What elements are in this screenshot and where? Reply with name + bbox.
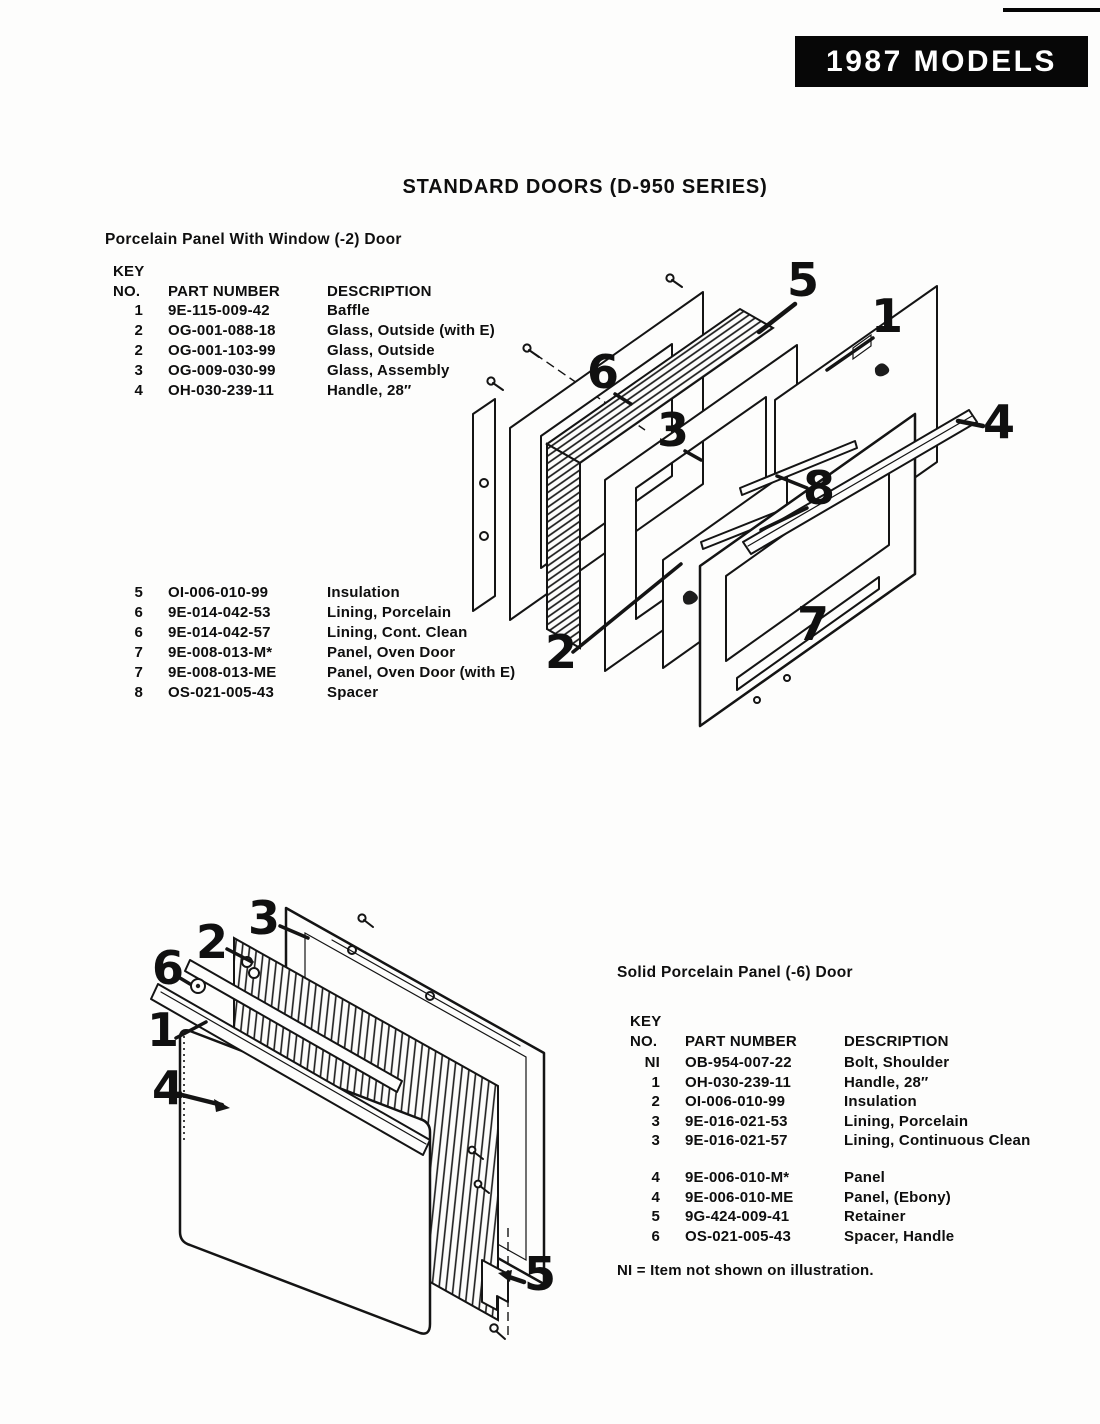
table-row [622, 1168, 954, 1188]
window-door-exploded-diagram [455, 248, 1015, 728]
key-no: 7 [134, 644, 143, 661]
key-no: 6 [651, 1227, 660, 1245]
callout-2-label: 2 [195, 915, 229, 969]
door-hole [754, 697, 760, 703]
part-description: Panel [844, 1169, 886, 1186]
part-number: 9E-115-009-42 [168, 302, 270, 319]
part-number: 9G-424-009-41 [685, 1208, 790, 1225]
part-number: 9E-008-013-ME [168, 664, 277, 681]
table-row [622, 1092, 1030, 1112]
col-header-desc: DESCRIPTION [844, 1033, 949, 1050]
col-header-no: NO. [630, 1033, 658, 1050]
part-description: Spacer [327, 684, 379, 701]
part-description: Retainer [844, 1208, 906, 1225]
part-number: 9E-014-042-57 [168, 624, 271, 641]
key-no: 3 [651, 1132, 660, 1149]
model-year-banner [795, 36, 1088, 87]
callout-5-label: 5 [523, 1247, 557, 1301]
key-no: 5 [651, 1208, 660, 1225]
key-no: 7 [134, 664, 143, 681]
callout-leader-line [759, 304, 795, 332]
table-row [622, 1053, 1030, 1073]
part-number: OB-954-007-22 [685, 1054, 792, 1071]
key-no: 6 [134, 604, 143, 621]
table-row [105, 321, 495, 341]
part-number: OH-030-239-11 [685, 1073, 791, 1091]
part-description: Panel, Oven Door (with E) [327, 664, 516, 681]
table-row [105, 381, 495, 401]
page-title: STANDARD DOORS (D-950 SERIES) [402, 176, 768, 198]
part-number: 9E-014-042-53 [168, 604, 271, 621]
callout-5-label: 5 [786, 253, 820, 307]
part-number: OG-001-088-18 [168, 322, 276, 339]
table-row [105, 361, 495, 381]
window-door-table-group2 [105, 583, 515, 703]
table-row [105, 683, 515, 703]
key-no: 2 [134, 322, 143, 339]
key-label: KEY [630, 1013, 662, 1030]
part-number: OS-021-005-43 [685, 1227, 791, 1245]
table-header-row [105, 282, 432, 302]
key-no: 4 [651, 1188, 660, 1206]
table-row [622, 1227, 954, 1247]
insulation-shape-side [547, 444, 580, 648]
part-description: Insulation [327, 584, 400, 601]
solid-door-exploded-diagram [100, 878, 600, 1368]
window-door-table-group1 [105, 301, 495, 401]
table-row [622, 1188, 954, 1208]
key-no: 3 [651, 1112, 660, 1130]
screw-icon [666, 274, 682, 287]
key-no: 1 [651, 1073, 660, 1091]
key-no: 5 [134, 584, 143, 601]
table-row [105, 583, 515, 603]
table-row [105, 301, 495, 321]
solid-door-table-header [622, 1012, 949, 1052]
part-number: 9E-008-013-M* [168, 644, 273, 661]
callout-8-label: 8 [802, 461, 836, 515]
part-number: 9E-016-021-57 [685, 1132, 788, 1149]
ni-note: NI = Item not shown on illustration. [617, 1262, 874, 1279]
part-number: OI-006-010-99 [168, 584, 269, 601]
callout-3-label: 3 [656, 403, 690, 457]
callout-2-label: 2 [544, 625, 578, 679]
baffle-shape [473, 399, 495, 611]
key-label: KEY [113, 263, 145, 280]
part-description: Handle, 28″ [327, 382, 412, 399]
key-no: 3 [134, 362, 143, 379]
handle-spacer-hole [196, 984, 200, 988]
solid-door-table-group1 [622, 1053, 1030, 1151]
screw-icon [487, 377, 503, 390]
part-description: Glass, Outside (with E) [327, 322, 495, 339]
top-rule-line [1003, 8, 1100, 12]
part-description: Glass, Assembly [327, 362, 450, 379]
table-row [622, 1131, 1030, 1151]
callout-1-label: 1 [870, 289, 904, 343]
model-year-label: 1987 MODELS [826, 44, 1057, 78]
part-number: 9E-006-010-M* [685, 1169, 790, 1186]
part-description: Panel, (Ebony) [844, 1188, 951, 1206]
part-description: Glass, Outside [327, 342, 435, 359]
part-number: OI-006-010-99 [685, 1093, 786, 1110]
callout-1-label: 1 [146, 1003, 180, 1057]
part-description: Baffle [327, 302, 370, 319]
part-number: OS-021-005-43 [168, 684, 274, 701]
table-row [622, 1073, 1030, 1093]
table-row [622, 1112, 1030, 1132]
part-description: Spacer, Handle [844, 1227, 955, 1245]
part-description: Lining, Continuous Clean [844, 1132, 1031, 1149]
part-number: OG-009-030-99 [168, 362, 276, 379]
table-row [105, 643, 515, 663]
retainer-shape [482, 1260, 508, 1310]
col-header-part: PART NUMBER [168, 283, 280, 300]
part-number: 9E-006-010-ME [685, 1188, 794, 1206]
part-number: OH-030-239-11 [168, 382, 274, 399]
key-no: 1 [134, 302, 143, 319]
window-door-table-header [105, 262, 432, 302]
callout-4-label: 4 [982, 395, 1015, 449]
part-description: Panel, Oven Door [327, 644, 456, 661]
door-hole [784, 675, 790, 681]
part-description: Lining, Porcelain [844, 1112, 969, 1130]
callout-6-label: 6 [586, 345, 620, 399]
callout-4-label: 4 [151, 1061, 185, 1115]
key-no: NI [644, 1054, 660, 1071]
solid-door-table-group2 [622, 1168, 954, 1246]
window-door-section-title: Porcelain Panel With Window (-2) Door [105, 231, 402, 248]
part-number: 9E-016-021-53 [685, 1112, 788, 1130]
part-description: Insulation [844, 1093, 917, 1110]
callout-3-label: 3 [247, 891, 281, 945]
callout-6-label: 6 [151, 941, 185, 995]
part-description: Lining, Cont. Clean [327, 624, 468, 641]
key-no: 6 [134, 624, 143, 641]
solid-door-section-title: Solid Porcelain Panel (-6) Door [617, 964, 853, 981]
part-description: Handle, 28″ [844, 1073, 929, 1091]
table-header-row [622, 1032, 949, 1052]
screw-icon [358, 914, 373, 927]
key-no: 2 [134, 342, 143, 359]
part-description: Bolt, Shoulder [844, 1054, 950, 1071]
table-row [105, 341, 495, 361]
part-number: OG-001-103-99 [168, 342, 276, 359]
table-row [105, 623, 515, 643]
key-no: 8 [134, 684, 143, 701]
part-description: Lining, Porcelain [327, 604, 452, 621]
col-header-desc: DESCRIPTION [327, 283, 432, 300]
table-row [622, 1207, 954, 1227]
col-header-no: NO. [113, 283, 141, 300]
table-row [105, 663, 515, 683]
key-no: 4 [651, 1169, 660, 1186]
table-row [105, 603, 515, 623]
col-header-part: PART NUMBER [685, 1033, 797, 1050]
washer-icon [249, 968, 259, 978]
key-no: 4 [134, 382, 143, 399]
screw-icon [490, 1324, 505, 1339]
callout-7-label: 7 [796, 597, 830, 651]
key-no: 2 [651, 1093, 660, 1110]
